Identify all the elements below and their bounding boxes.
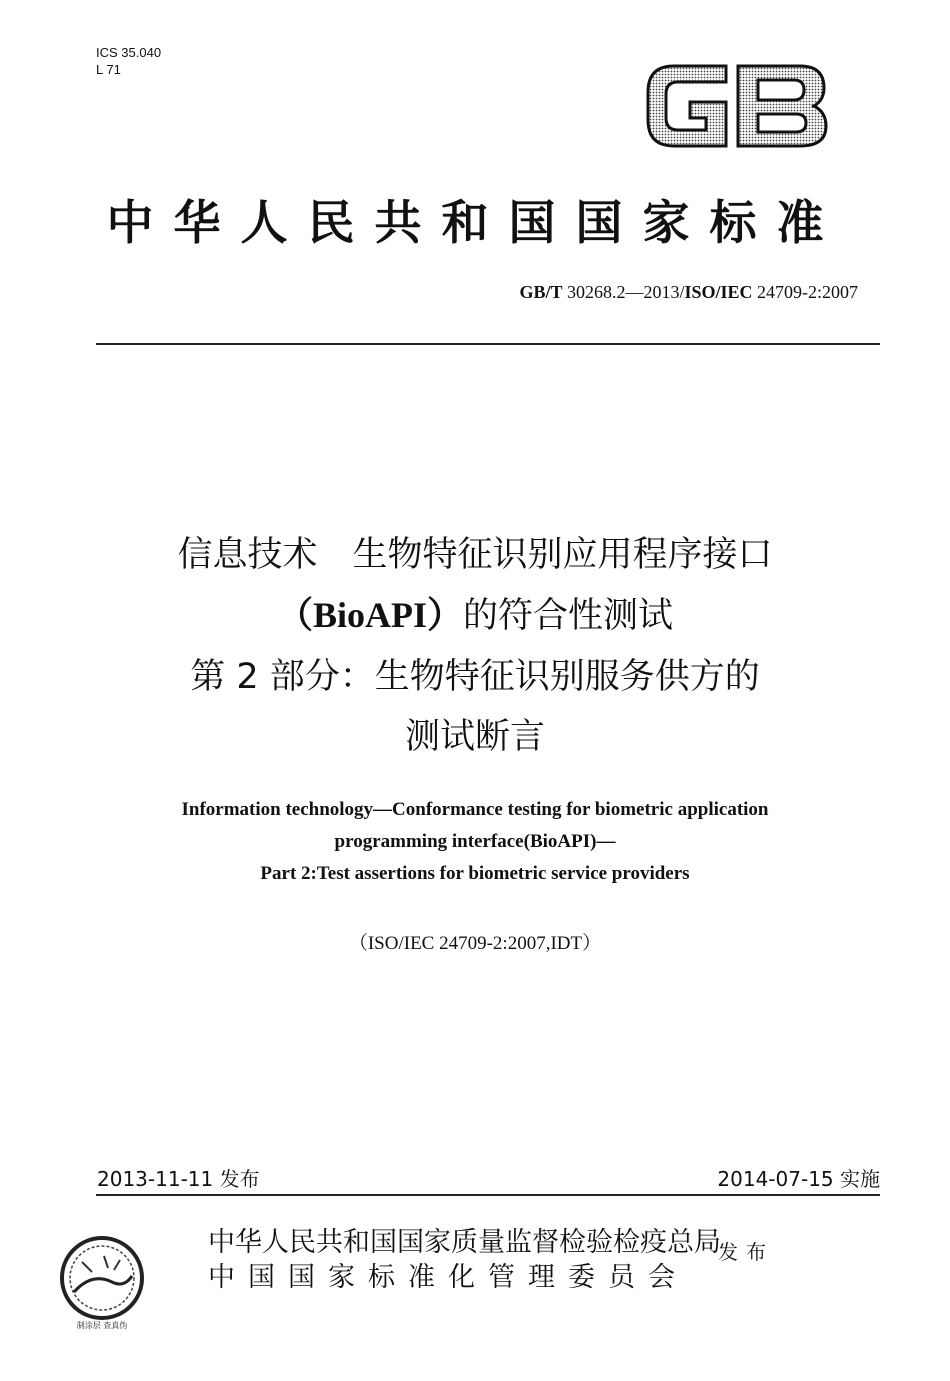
anti-counterfeit-stamp: [52, 1232, 152, 1332]
title-cn-line2: [0, 586, 950, 645]
title-cn-line1: 信息技术 生物特征识别应用程序接口: [177, 535, 773, 575]
adoption-note: （ISO/IEC 24709-2:2007,IDT）: [348, 933, 602, 954]
standard-code: [519, 282, 858, 303]
classification-codes: [96, 44, 161, 78]
title-cn-line2-rest: 的符合性测试: [463, 596, 674, 636]
standard-name: 中华人民共和国国家标准: [106, 196, 844, 251]
code-iso: ISO/IEC: [684, 282, 753, 302]
footer-divider: [96, 1194, 880, 1196]
issuer-sac: 中国国家标准化管理委员会: [208, 1262, 688, 1293]
title-en-line2: programming interface(BioAPI)—: [334, 831, 616, 852]
issue-date: 2013-11-11 发布: [97, 1167, 260, 1191]
issue-action: 发布: [718, 1240, 774, 1264]
stamp-text: 制涂层 查真伪: [76, 1321, 128, 1330]
gb-logo: [640, 58, 832, 154]
ics-code: ICS 35.040: [96, 45, 162, 60]
title-en-line1: Information technology—Conformance testing for biometric application: [181, 799, 769, 820]
implementation-date: 2014-07-15 实施: [717, 1167, 880, 1191]
title-cn-line4: 测试断言: [404, 717, 545, 757]
title-cn-bioapi: （BioAPI）: [276, 595, 463, 635]
code-number: 30268.2—2013/: [562, 282, 685, 302]
ccs-code: L 71: [96, 62, 121, 77]
code-iso-number: 24709-2:2007: [752, 282, 858, 302]
issuer-aqsiq: 中华人民共和国国家质量监督检验检疫总局: [208, 1227, 721, 1258]
title-en-line3: Part 2:Test assertions for biometric service providers: [260, 863, 690, 884]
header-divider: [96, 343, 880, 345]
title-cn-line3: 第 2 部分：生物特征识别服务供方的: [190, 657, 760, 697]
code-prefix: GB/T: [519, 282, 563, 302]
